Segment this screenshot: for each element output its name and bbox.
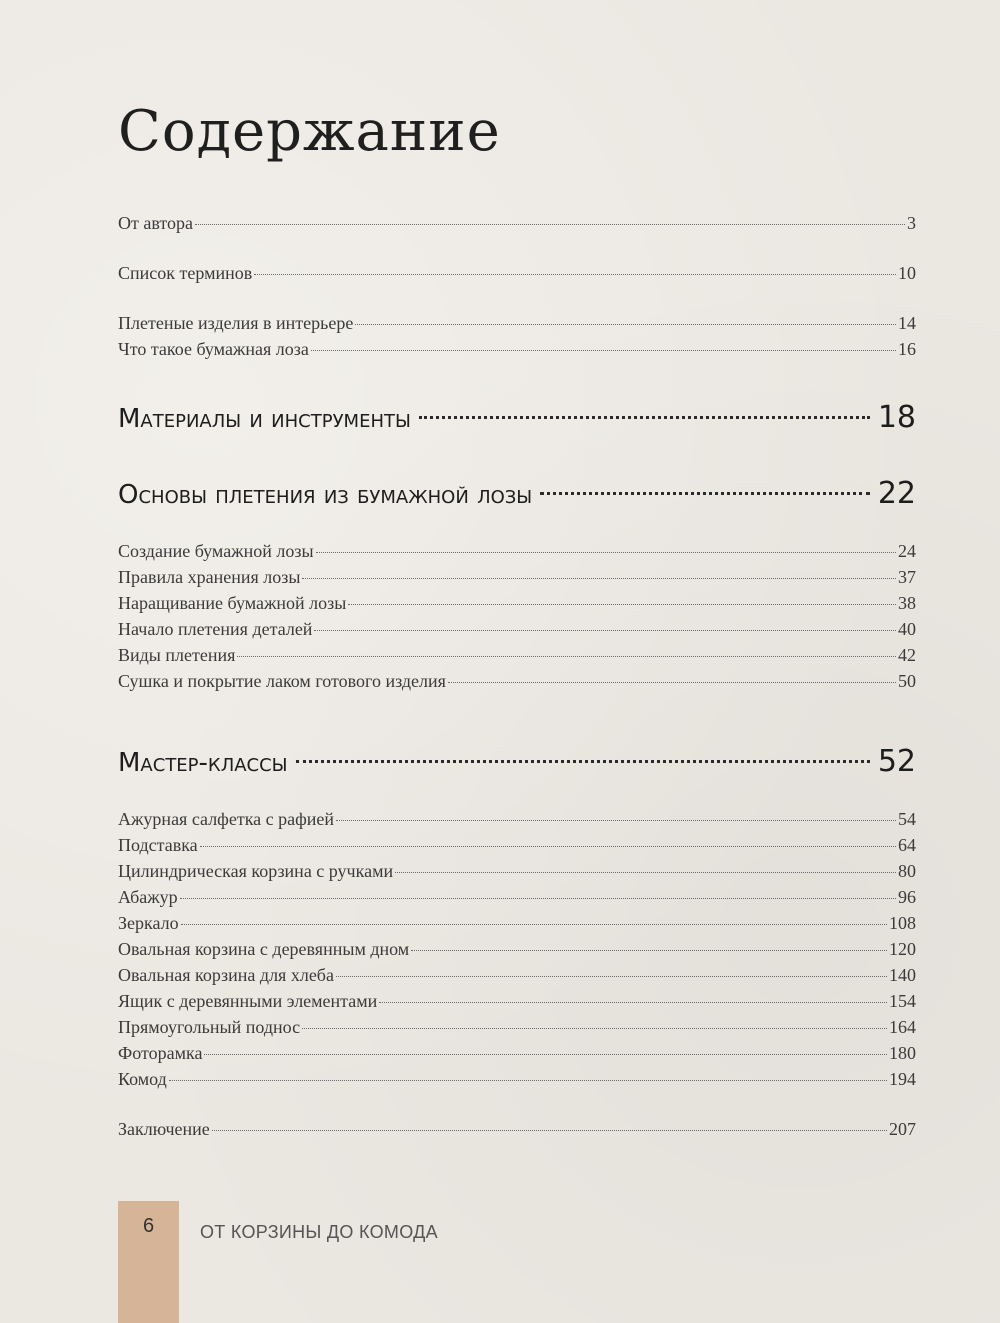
spacer — [118, 514, 916, 538]
spacer — [118, 1092, 916, 1116]
toc-entry-page: 10 — [898, 263, 916, 283]
toc-entry[interactable] — [118, 1066, 916, 1092]
toc-entry-label: Цилиндрическая корзина с ручками — [118, 861, 394, 881]
dot-leader — [411, 950, 887, 951]
page-title: Содержание — [118, 99, 501, 164]
dot-leader — [180, 898, 896, 899]
toc-entry-label: Абажур — [118, 887, 178, 907]
toc-entry-label: Овальная корзина для хлеба — [118, 965, 334, 985]
toc-entry[interactable] — [118, 832, 916, 858]
toc-entry[interactable] — [118, 590, 916, 616]
dot-leader — [181, 924, 887, 925]
toc-entry[interactable] — [118, 1040, 916, 1066]
toc-section-label: Материалы и инструменты — [118, 404, 411, 434]
toc-entry-label: Фоторамка — [118, 1043, 203, 1063]
dot-leader — [355, 324, 896, 325]
toc-entry-page: 180 — [889, 1043, 916, 1063]
toc-entry-label: Ажурная салфетка с рафией — [118, 809, 335, 829]
toc-entry[interactable] — [118, 538, 916, 564]
toc-entry[interactable] — [118, 616, 916, 642]
toc-entry-page: 42 — [898, 645, 916, 665]
toc-entry-page: 14 — [898, 313, 916, 333]
toc-entry-page: 164 — [889, 1017, 916, 1037]
toc-entry-page: 96 — [898, 887, 916, 907]
toc-section-page: 52 — [877, 744, 916, 779]
dot-leader — [311, 350, 896, 351]
toc-entry-label: Прямоугольный поднос — [118, 1017, 301, 1037]
running-footer-title: ОТ КОРЗИНЫ ДО КОМОДА — [200, 1222, 438, 1242]
dot-leader — [296, 760, 870, 763]
toc-entry-label: Правила хранения лозы — [118, 567, 301, 587]
dot-leader — [448, 682, 896, 683]
toc-entry[interactable] — [118, 310, 916, 336]
spacer — [118, 286, 916, 310]
toc-entry[interactable] — [118, 668, 916, 694]
toc-entry-label: Подставка — [118, 835, 198, 855]
toc-entry[interactable] — [118, 858, 916, 884]
toc-section-heading[interactable] — [118, 474, 916, 514]
toc-entry-page: 120 — [889, 939, 916, 959]
dot-leader — [254, 274, 896, 275]
toc-entry[interactable] — [118, 910, 916, 936]
table-of-contents — [118, 210, 916, 1142]
toc-entry-label: Создание бумажной лозы — [118, 541, 314, 561]
spacer — [118, 782, 916, 806]
toc-entry-page: 207 — [889, 1119, 916, 1139]
spacer — [118, 438, 916, 474]
dot-leader — [314, 630, 896, 631]
dot-leader — [302, 578, 896, 579]
dot-leader — [419, 416, 870, 419]
toc-entry-label: Заключение — [118, 1119, 210, 1139]
toc-entry-page: 194 — [889, 1069, 916, 1089]
toc-entry[interactable] — [118, 1014, 916, 1040]
dot-leader — [200, 846, 896, 847]
toc-entry-page: 154 — [889, 991, 916, 1011]
toc-section-heading[interactable] — [118, 398, 916, 438]
dot-leader — [169, 1080, 887, 1081]
dot-leader — [204, 1054, 887, 1055]
spacer — [118, 236, 916, 260]
toc-entry[interactable] — [118, 564, 916, 590]
page-number: 6 — [142, 1215, 155, 1237]
toc-entry-label: Виды плетения — [118, 645, 236, 665]
toc-entry-label: Начало плетения деталей — [118, 619, 313, 639]
toc-entry-label: Комод — [118, 1069, 167, 1089]
toc-entry-label: Ящик с деревянными элементами — [118, 991, 378, 1011]
toc-entry[interactable] — [118, 806, 916, 832]
spacer — [118, 694, 916, 742]
toc-entry-label: Плетеные изделия в интерьере — [118, 313, 354, 333]
toc-entry-page: 3 — [907, 213, 916, 233]
toc-entry-page: 16 — [898, 339, 916, 359]
dot-leader — [336, 820, 896, 821]
toc-entry-page: 38 — [898, 593, 916, 613]
toc-entry-page: 140 — [889, 965, 916, 985]
toc-entry[interactable] — [118, 962, 916, 988]
toc-entry[interactable] — [118, 336, 916, 362]
toc-section-heading[interactable] — [118, 742, 916, 782]
dot-leader — [316, 552, 896, 553]
toc-entry-page: 24 — [898, 541, 916, 561]
toc-section-page: 18 — [877, 400, 916, 435]
toc-entry[interactable] — [118, 936, 916, 962]
dot-leader — [302, 1028, 887, 1029]
toc-entry-label: Сушка и покрытие лаком готового изделия — [118, 671, 446, 691]
toc-entry[interactable] — [118, 260, 916, 286]
toc-section-label: Основы плетения из бумажной лозы — [118, 480, 533, 510]
toc-entry-page: 108 — [889, 913, 916, 933]
dot-leader — [336, 976, 887, 977]
toc-section-page: 22 — [877, 476, 916, 511]
dot-leader — [395, 872, 896, 873]
toc-entry[interactable] — [118, 642, 916, 668]
toc-entry-label: Овальная корзина с деревянным дном — [118, 939, 410, 959]
dot-leader — [348, 604, 896, 605]
spacer — [118, 362, 916, 398]
toc-entry-label: Наращивание бумажной лозы — [118, 593, 347, 613]
toc-entry-page: 50 — [898, 671, 916, 691]
toc-entry[interactable] — [118, 210, 916, 236]
toc-entry-label: Что такое бумажная лоза — [118, 339, 309, 359]
dot-leader — [540, 492, 870, 495]
toc-entry-page: 37 — [898, 567, 916, 587]
toc-entry[interactable] — [118, 988, 916, 1014]
toc-entry[interactable] — [118, 884, 916, 910]
toc-entry-page: 64 — [898, 835, 916, 855]
toc-entry-page: 80 — [898, 861, 916, 881]
toc-entry[interactable] — [118, 1116, 916, 1142]
dot-leader — [212, 1130, 887, 1131]
toc-entry-page: 54 — [898, 809, 916, 829]
dot-leader — [379, 1002, 887, 1003]
toc-entry-label: Список терминов — [118, 263, 253, 283]
page-number-tab — [118, 1201, 179, 1323]
toc-section-label: Мастер-классы — [118, 748, 288, 778]
dot-leader — [195, 224, 905, 225]
toc-entry-label: От автора — [118, 213, 194, 233]
toc-entry-page: 40 — [898, 619, 916, 639]
dot-leader — [237, 656, 896, 657]
toc-entry-label: Зеркало — [118, 913, 179, 933]
